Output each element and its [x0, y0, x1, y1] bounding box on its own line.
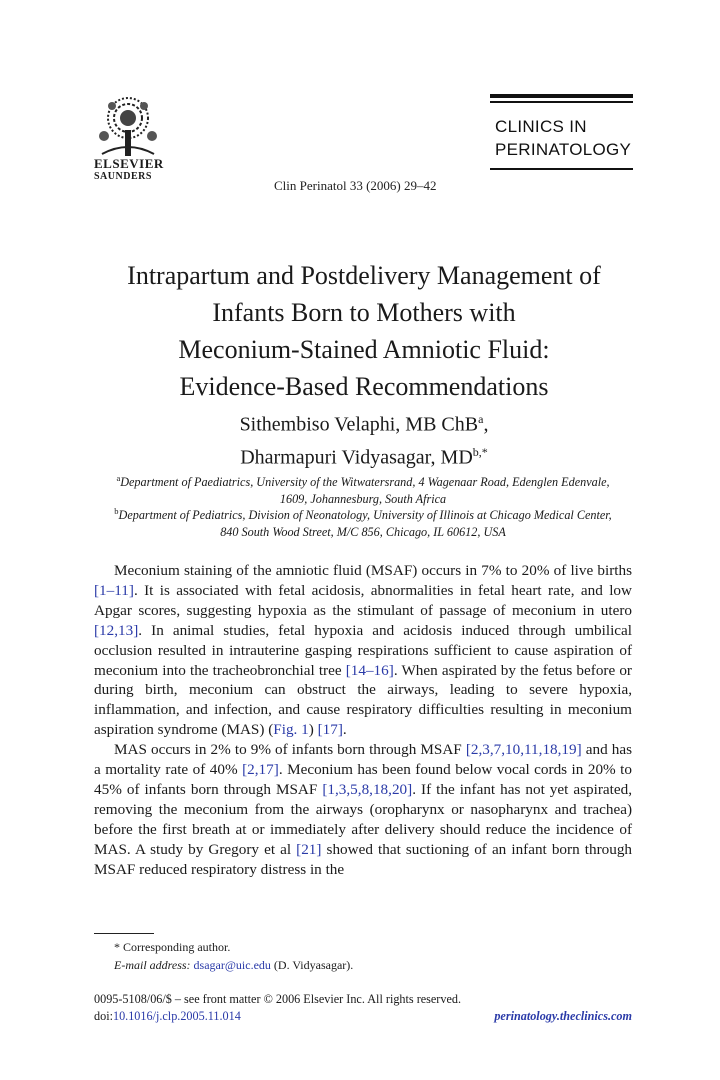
- footnote: [114, 938, 353, 974]
- body-text: . If the infant has not yet aspirated, removing the meconium from the airways (oropharynx or nasopharynx and trachea) before the first breath at or immediately after delivery should reduce the incidence of MAS. A study by Gregory et al: [94, 780, 632, 858]
- journal-name-line1: CLINICS IN: [495, 116, 587, 136]
- journal-masthead: [490, 94, 633, 170]
- citation-link[interactable]: Fig. 1: [273, 721, 309, 739]
- doi-link[interactable]: 10.1016/j.clp.2005.11.014: [112, 1009, 241, 1023]
- article-body: [94, 561, 632, 880]
- title-line: Infants Born to Mothers with: [212, 298, 516, 327]
- body-text: . In animal studies, fetal hypoxia and acidosis induced through umbilical occlusion resulted in intrauterine gasping respirations sufficient to cause aspiration of meconium into the tracheobronchial tree: [94, 621, 632, 679]
- article-title: [60, 257, 668, 405]
- journal-website-link[interactable]: perinatology.theclinics.com: [494, 1009, 632, 1023]
- affiliation: [90, 503, 636, 540]
- author-affiliation-mark: a: [478, 412, 484, 426]
- citation-link[interactable]: [17]: [317, 721, 343, 739]
- masthead-rule: [490, 168, 633, 170]
- citation-link[interactable]: [2,17]: [242, 761, 279, 779]
- affiliation-line: 1609, Johannesburg, South Africa: [279, 491, 447, 506]
- affiliation-line: 840 South Wood Street, M/C 856, Chicago, IL 60612, USA: [220, 524, 506, 539]
- body-text: showed that suctioning of an infant born through MSAF reduced respiratory distress in the: [94, 840, 633, 878]
- author-list: [60, 406, 668, 471]
- journal-name-line2: PERINATOLOGY: [495, 139, 632, 159]
- author-affiliation-mark: b,*: [472, 444, 488, 459]
- body-paragraph: [94, 740, 632, 879]
- email-link[interactable]: dsagar@uic.edu: [193, 958, 271, 972]
- title-line: Meconium-Stained Amniotic Fluid:: [178, 335, 550, 364]
- email-line: [114, 956, 353, 974]
- email-label: E-mail address:: [114, 958, 191, 972]
- title-line: Evidence-Based Recommendations: [179, 372, 549, 401]
- citation-link[interactable]: [2,3,7,10,11,18,19]: [465, 741, 582, 759]
- citation-link[interactable]: [21]: [296, 840, 322, 858]
- author-separator: ,: [483, 413, 489, 436]
- affiliation-line: Department of Pediatrics, Division of Neonatology, University of Illinois at Chicago Medical Center,: [118, 508, 612, 523]
- citation-link[interactable]: [12,13]: [94, 621, 139, 639]
- author: [60, 406, 668, 439]
- citation-link[interactable]: [1–11]: [94, 581, 134, 599]
- body-text: . When aspirated by the fetus before or during birth, meconium can obstruct the airways, leading to severe hypoxia, inflammation, and infection, and cause respiratory difficulties resulting in meconium aspiration syndrome (MAS) (: [94, 661, 632, 739]
- title-line: Intrapartum and Postdelivery Management of: [127, 261, 601, 290]
- footnote-divider: [94, 933, 154, 934]
- doi-line: [94, 1008, 241, 1025]
- body-text: and has a mortality rate of 40%: [94, 741, 632, 779]
- citation-link[interactable]: [14–16]: [345, 661, 394, 679]
- author: [60, 439, 668, 472]
- body-text: Meconium staining of the amniotic fluid (MSAF) occurs in 7% to 20% of live births: [114, 562, 632, 579]
- affiliation-mark: a: [116, 473, 121, 483]
- affiliation-line: Department of Paediatrics, University of the Witwatersrand, 4 Wagenaar Road, Edenglen Edenvale,: [120, 475, 610, 490]
- publisher-name: ELSEVIER: [94, 156, 164, 171]
- author-name: Dharmapuri Vidyasagar, MD: [240, 446, 473, 469]
- body-text: .: [342, 721, 347, 739]
- body-text: . Meconium has been found below vocal cords in 20% to 45% of infants born through MSAF: [94, 761, 632, 798]
- publisher-wordmark: [94, 157, 166, 182]
- author-name: Sithembiso Velaphi, MB ChB: [239, 413, 479, 436]
- email-owner: (D. Vidyasagar).: [273, 958, 354, 972]
- masthead-rule: [490, 94, 633, 98]
- copyright-line: 0095-5108/06/$ – see front matter © 2006 Elsevier Inc. All rights reserved.: [94, 992, 462, 1006]
- journal-citation: Clin Perinatol 33 (2006) 29–42: [274, 178, 437, 193]
- body-paragraph: [94, 561, 632, 740]
- affiliation: [90, 470, 636, 507]
- body-text: ): [308, 721, 318, 739]
- body-text: MAS occurs in 2% to 9% of infants born through MSAF: [114, 741, 466, 759]
- corresponding-author-note: * Corresponding author.: [114, 940, 231, 954]
- page-footer: [94, 991, 632, 1025]
- journal-name: [490, 103, 633, 168]
- doi-label: doi:: [94, 1009, 113, 1023]
- citation-link[interactable]: [1,3,5,8,18,20]: [322, 780, 413, 798]
- body-text: . It is associated with fetal acidosis, abnormalities in fetal heart rate, and low Apgar scores, suggesting hypoxia as the stimulant of passage of meconium in utero: [94, 581, 632, 619]
- affiliation-mark: b: [114, 506, 119, 516]
- publisher-imprint: SAUNDERS: [94, 171, 152, 182]
